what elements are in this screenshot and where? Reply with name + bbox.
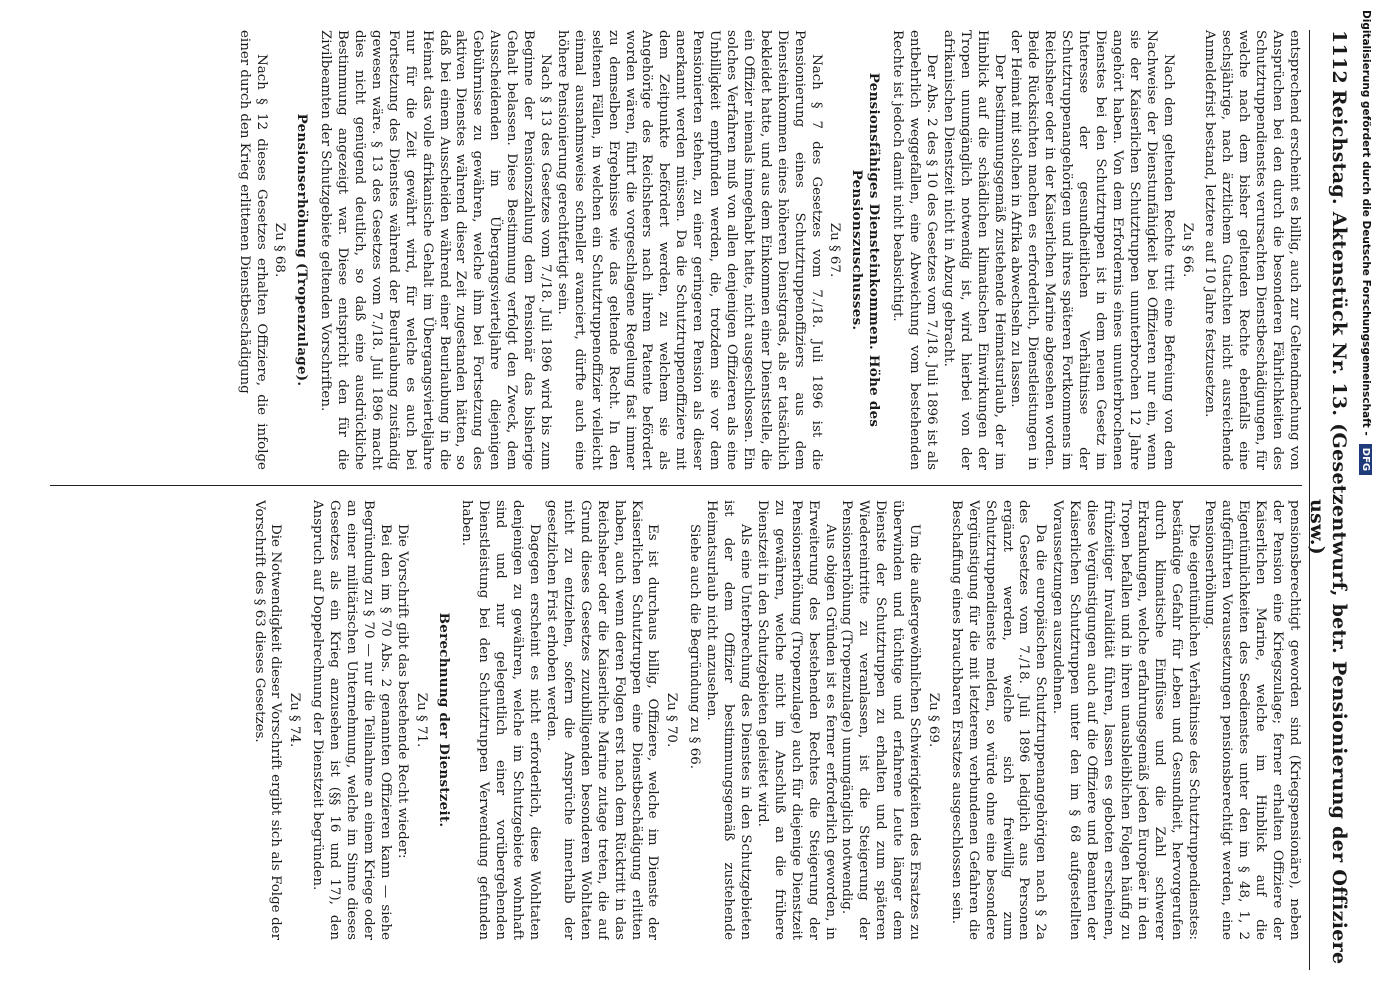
- paragraph: Nach dem geltenden Rechte tritt eine Befreiung von dem Nachweise der Dienstunfähigkeit bei Offizieren nur ein, wenn sie der Kaiserlichen Schutztruppen ununterbrochen 12 Jahre angehört haben. Von dem Erfordernis eines ununterbrochenen Dienstes bei den Schutztruppen ist in dem neuen Gesetz im Interesse der gesundheitlichen Verhältnisse der Schutztruppenangehörigen und ihres späteren Fortkommens im Reichsheer oder in der Kaiserlichen Marine abgesehen worden. Beide Rücksichten machen es erforderlich, Dienstleistungen in der Heimat mit solchen in Afrika abwechseln zu lassen.: [1008, 30, 1176, 470]
- paragraph: Die eigentümlichen Verhältnisse des Schutztruppendienstes: beständige Gefahr für Leben und Gesundheit, hervorgerufen durch klimatische Einflüsse und die Zahl schwerer Erkrankungen, welche erfahrungsgemäß jeden Europäer in den Tropen befallen und in ihren unausbleiblichen Folgen häufig zu frühzeitiger Invalidität führen, lassen es geboten erscheinen, diese Vergünstigungen auch auf die Offiziere und Beamten der Kaiserlichen Schutztruppen unter den im § 68 aufgestellten Voraussetzungen auszudehnen.: [1050, 500, 1201, 940]
- section-reference: Zu § 68.: [272, 222, 288, 278]
- page-header: [1306, 30, 1350, 970]
- section-heading: Berechnung der Dienstzeit.: [435, 612, 452, 828]
- dfg-logo: DFG: [1360, 444, 1373, 475]
- section-heading: Pensionserhöhung (Tropenzulage).: [294, 113, 311, 387]
- section-reference: Zu § 74.: [287, 692, 303, 748]
- section-reference: Zu § 67.: [827, 222, 843, 278]
- paragraph: Der Abs. 2 des § 10 des Gesetzes vom 7./18. Juli 1896 ist als entbehrlich weggefallen, eine Abweichung vom bestehenden Rechte ist jedoch damit nicht beabsichtigt.: [890, 30, 939, 470]
- section-heading: Pensionsfähiges Diensteinkommen. Höhe des Pensionszuschusses.: [849, 72, 883, 428]
- paragraph: Als eine Unterbrechung des Dienstes in den Schutzgebieten ist der dem Offizier bestimmungsgemäß zustehende Heimatsurlaub nicht anzusehen.: [704, 500, 753, 940]
- digitization-sidenote: [1355, 10, 1377, 990]
- paragraph: pensionsberechtigt geworden sind (Kriegspensionäre), neben der Pension eine Kriegszulage; ferner erhalten Offiziere der Kaiserlichen Marine, welche im Hinblick auf die Eigentümlichkeiten des Seedienstes unter den im § 48, 1, 2 aufgeführten Voraussetzungen pensionsberechtigt werden, eine Pensionserhöhung.: [1202, 500, 1302, 940]
- paragraph: Die Notwendigkeit dieser Vorschrift ergibt sich als Folge der Vorschrift des § 63 dieses Gesetzes.: [251, 500, 284, 940]
- paragraph: Dagegen erscheint es nicht erforderlich, diese Wohltaten denjenigen zu gewähren, welche im Schutzgebiete wohnhaft sind und nur gelegentlich einer vorübergehenden Dienstleistung bei den Schutztruppen Verwendung gefunden haben.: [459, 500, 543, 940]
- paragraph: Nach § 7 des Gesetzes vom 7./18. Juli 1896 ist die Pensionierung eines Schutztruppenoffiziers aus dem Diensteinkommen eines höheren Dienstgrads, als er tatsächlich bekleidet hatte, und aus dem Einkommen einer Dienststelle, die ein Offizier niemals innegehabt hatte, nicht ausgeschlossen. Ein solches Verfahren muß von allen denjenigen Offizieren als eine Unbilligkeit empfunden werden, die, trotzdem sie vor dem Pensionierten stehen, zu einer geringeren Pension als dieser anerkannt werden müssen. Da die Schutztruppenoffiziere mit dem Zeitpunkte befördert werden, zu welchem sie als Angehörige des Reichsheers nach ihrem Patente befördert worden wären, führt die vorgeschlagene Regelung fast immer zu demselben Ergebnisse wie das geltende Recht. In den seltenen Fällen, in welchen ein Schutztruppenoffizier vielleicht einmal ausnahmsweise schneller avanciert, dürfte auch eine höhere Pensionierung gerechtfertigt sein.: [554, 30, 824, 470]
- digitization-credit: Digitalisierung gefördert durch die Deutsche Forschungsgemeinschaft -: [1360, 10, 1372, 436]
- paragraph: entsprechend erscheint es billig, auch zur Geltendmachung von Ansprüchen bei den durch die besonderen Fährlichkeiten des Schutztruppendienstes verursachten Dienstbeschädigungen, für welche nach dem bisher geltenden Rechte ebenfalls eine sechsjährige, nach ärztlichem Gutachten nicht ausreichende Anmeldefrist bestand, letztere auf 10 Jahre festzusetzen.: [1202, 30, 1302, 470]
- section-reference: Zu § 69.: [925, 692, 941, 748]
- paragraph: Nach § 13 des Gesetzes vom 7./18. Juli 1896 wird bis zum Beginne der Pensionszahlung dem Pensionär das bisherige Gehalt belassen. Diese Bestimmung verfolgt den Zweck, dem Ausscheidenden im Übergangsvierteljahre diejenigen Gebührnisse zu gewähren, welche ihm bei Fortsetzung des aktiven Dienstes während dieser Zeit zugestanden hätten, so daß bei einem Ausscheiden während einer Beurlaubung in die Heimat das volle afrikanische Gehalt im Übergangsvierteljahre nur für die Zeit gewährt wird, für welche es auch bei Fortsetzung des Dienstes während der Beurlaubung zuständig gewesen wäre. § 13 des Gesetzes vom 7./18. Juli 1896 macht dies nicht genügend deutlich, so daß eine ausdrückliche Bestimmung angezeigt war. Diese entspricht den für die Zivilbeamten der Schutzgebiete geltenden Vorschriften.: [318, 30, 554, 470]
- rotated-document-page: [30, 30, 1350, 970]
- section-reference: Zu § 71.: [413, 692, 429, 748]
- column-divider: [50, 485, 1302, 486]
- page-number: 1112: [1328, 30, 1350, 85]
- paragraph: Der bestimmungsgemäß zustehende Heimatsurlaub, der im Hinblick auf die schädlichen klimatischen Einwirkungen der Tropen unumgänglich notwendig ist, wird hierbei von der afrikanischen Dienstzeit nicht in Abzug gebracht.: [940, 30, 1007, 470]
- section-reference: Zu § 66.: [1179, 222, 1195, 278]
- page-title: Reichstag. Aktenstück Nr. 13. (Gesetzentwurf, betr. Pensionierung der Offiziere usw.): [1306, 89, 1350, 965]
- paragraph: Da die europäischen Schutztruppenangehörigen nach § 2a des Gesetzes vom 7./18. Juli 1896 lediglich aus Personen ergänzt werden, welche sich freiwillig zum Schutztruppendienste melden, so würde ohne eine besondere Vergünstigung für die mit letzterem verbundenen Gefahren die Beschaffung eines brauchbaren Ersatzes ausgeschlossen sein.: [948, 500, 1049, 940]
- paragraph: Aus obigen Gründen ist es ferner erforderlich geworden, in Erweiterung des bestehenden Rechtes die Steigerung der Pensionserhöhung (Tropenzulage) auch für diejenige Dienstzeit zu gewähren, welche nicht im Anschluß an die frühere Dienstzeit in den Schutzgebieten geleistet wird.: [754, 500, 838, 940]
- paragraph: Die Vorschrift gibt das bestehende Recht wieder:: [394, 524, 410, 859]
- header-rule: [1309, 30, 1310, 970]
- paragraph: Nach § 12 dieses Gesetzes erhalten Offiziere, die infolge einer durch den Krieg erlittenen Dienstbeschädigung: [236, 30, 269, 470]
- right-text-column: [42, 500, 1302, 940]
- section-reference: Zu § 70.: [664, 692, 680, 748]
- paragraph: Um die außergewöhnlichen Schwierigkeiten des Ersatzes zu überwinden und tüchtige und erfahrene Leute länger dem Dienste der Schutztruppen zu erhalten und zum späteren Wiedereintritte zu veranlassen, ist die Steigerung der Pensionserhöhung (Tropenzulage) unumgänglich notwendig.: [839, 500, 923, 940]
- left-text-column: [42, 30, 1302, 470]
- paragraph: Es ist durchaus billig, Offiziere, welche im Dienste der Kaiserlichen Schutztruppen eine Dienstbeschädigung erlitten haben, auch wenn deren Folgen erst nach dem Rücktritt in das Reichsheer oder die Kaiserliche Marine zutage treten, die auf Grund dieses Gesetzes zuzubilligenden besonderen Wohltaten nicht zu entziehen, sofern die Ansprüche innerhalb der gesetzlichen Frist erhoben werden.: [544, 500, 661, 940]
- paragraph: Bei den im § 70 Abs. 2 genannten Offizieren kann — siehe Begründung zu § 70 — nur die Teilnahme an einem Kriege oder an einer militärischen Unternehmung, welche im Sinne dieses Gesetzes als ein Krieg anzusehen ist (§§ 16 und 17), den Anspruch auf Doppelrechnung der Dienstzeit begründen.: [310, 500, 393, 940]
- paragraph: Siehe auch die Begründung zu § 66.: [687, 524, 703, 770]
